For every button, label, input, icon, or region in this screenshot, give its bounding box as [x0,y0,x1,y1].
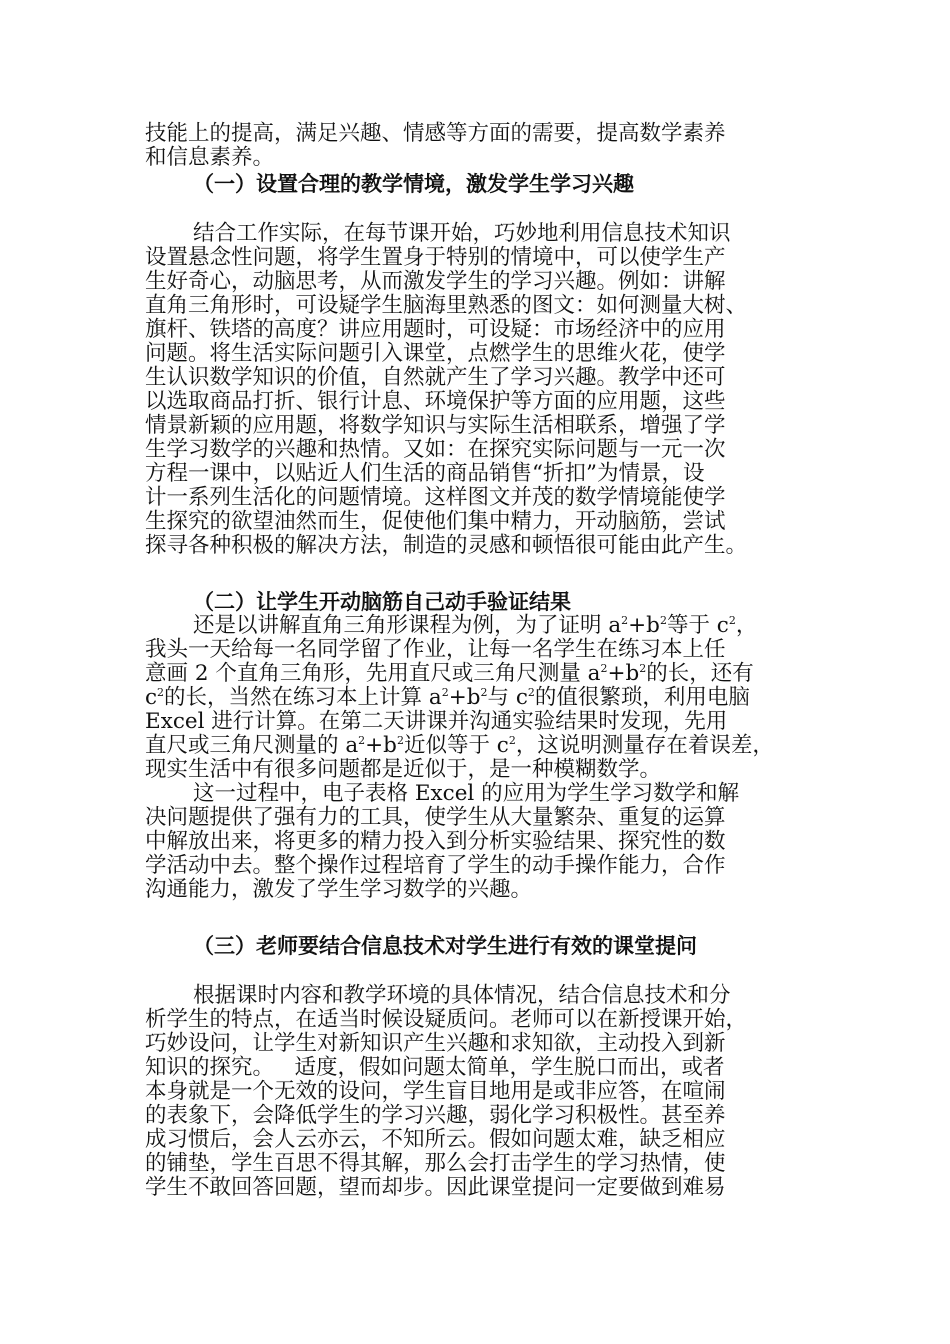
text-line: 本身就是一个无效的设问，学生盲目地用是或非应答，在喧闹 [145,1079,726,1104]
text-line: Excel 进行计算。在第二天讲课并沟通实验结果时发现，先用 [145,709,728,734]
text-line: 直尺或三角尺测量的 $a^2+b^2$近似等于 $c^2$，这说明测量存在着误差， [145,733,774,758]
text-line: 的铺垫，学生百思不得其解，那么会打击学生的学习热情，使 [145,1151,726,1176]
text-line: 成习惯后，会人云亦云，不知所云。假如问题太难，缺乏相应 [145,1127,726,1152]
text-line: 还是以讲解直角三角形课程为例，为了证明 $a^2+b^2$等于 $c^2$， [193,613,758,638]
text-line: 决问题提供了强有力的工具，使学生从大量繁杂、重复的运算 [145,805,726,830]
text-line: 的表象下，会降低学生的学习兴趣，弱化学习积极性。甚至养 [145,1103,726,1128]
text-line: 这一过程中，电子表格 Excel 的应用为学生学习数学和解 [193,781,740,806]
text-line: 直角三角形时，可设疑学生脑海里熟悉的图文：如何测量大树、 [145,293,748,318]
text-line: 生认识数学知识的价值，自然就产生了学习兴趣。教学中还可 [145,365,726,390]
text-line: 生好奇心，动脑思考，从而激发学生的学习兴趣。例如：讲解 [145,269,726,294]
text-line: 沟通能力，激发了学生学习数学的兴趣。 [145,877,533,902]
intro-paragraph [145,122,805,170]
text-line: 根据课时内容和教学环境的具体情况，结合信息技术和分 [193,983,731,1008]
text-line: 析学生的特点，在适当时候设疑质问。老师可以在新授课开始， [145,1007,748,1032]
text-line: 技能上的提高，满足兴趣、情感等方面的需要，提高数学素养 [145,121,726,146]
section-3-paragraph [145,984,805,1200]
text-line: 生学习数学的兴趣和热情。又如：在探究实际问题与一元一次 [145,437,726,462]
text-line: 和信息素养。 [145,145,275,170]
text-line: 情景新颖的应用题，将数学知识与实际生活相联系，增强了学 [145,413,726,438]
text-line: 学活动中去。整个操作过程培育了学生的动手操作能力，合作 [145,853,726,878]
text-line: 现实生活中有很多问题都是近似于，是一种模糊数学。 [145,757,662,782]
text-line: 生探究的欲望油然而生，促使他们集中精力，开动脑筋，尝试 [145,509,726,534]
text-line: 巧妙设问，让学生对新知识产生兴趣和求知欲，主动投入到新 [145,1031,726,1056]
text-line: 问题。将生活实际问题引入课堂，点燃学生的思维火花，使学 [145,341,726,366]
section-heading-3: （三）老师要结合信息技术对学生进行有效的课堂提问 [193,934,697,958]
text-line: 探寻各种积极的解决方法，制造的灵感和顿悟很可能由此产生。 [145,533,748,558]
text-line: 以选取商品打折、银行计息、环境保护等方面的应用题，这些 [145,389,726,414]
text-line: 旗杆、铁塔的高度？讲应用题时，可设疑：市场经济中的应用 [145,317,726,342]
text-line: $c^2$的长，当然在练习本上计算 $a^2+b^2$与 $c^2$的值很繁琐，利用电脑 [145,685,750,710]
text-line: 学生不敢回答回题，望而却步。因此课堂提问一定要做到难易 [145,1175,726,1200]
text-line: 方程一课中，以贴近人们生活的商品销售“折扣”为情景，设 [145,461,705,486]
text-line: 设置悬念性问题，将学生置身于特别的情境中，可以使学生产 [145,245,726,270]
section-heading-1: （一）设置合理的教学情境，激发学生学习兴趣 [193,172,634,196]
section-1-paragraph [145,222,805,558]
text-line: 结合工作实际，在每节课开始，巧妙地利用信息技术知识 [193,221,731,246]
text-line: 意画 2 个直角三角形，先用直尺或三角尺测量 $a^2+b^2$的长，还有 [145,661,754,686]
section-2-paragraph [145,614,805,902]
section-heading-2: （二）让学生开动脑筋自己动手验证结果 [193,590,571,614]
text-line: 我头一天给每一名同学留了作业，让每一名学生在练习本上任 [145,637,726,662]
text-line: 计一系列生活化的问题情境。这样图文并茂的数学情境能使学 [145,485,726,510]
text-line: 知识的探究。 适度，假如问题太简单，学生脱口而出，或者 [145,1055,725,1080]
text-line: 中解放出来，将更多的精力投入到分析实验结果、探究性的数 [145,829,726,854]
